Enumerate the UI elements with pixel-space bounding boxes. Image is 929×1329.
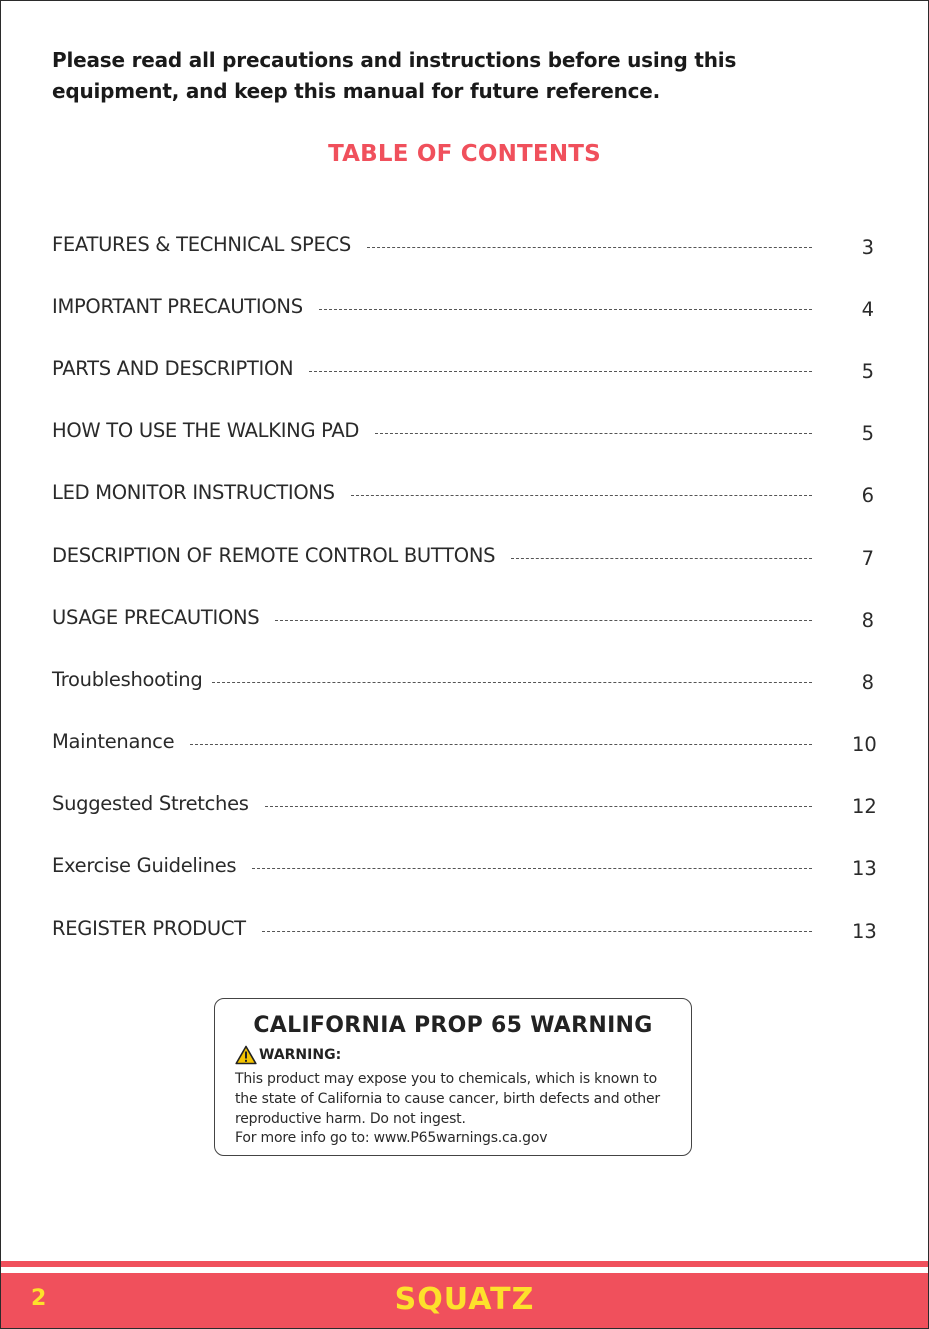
toc-entry-page: 7 — [861, 546, 874, 570]
toc-entry-page: 5 — [861, 359, 874, 383]
toc-entry-label: Suggested Stretches — [52, 792, 249, 816]
toc-entry-important-precautions[interactable] — [52, 275, 874, 337]
toc-entry-parts-description[interactable] — [52, 337, 874, 399]
toc-entry-page: 8 — [861, 670, 874, 694]
intro-text: Please read all precautions and instructions before using this equipment, and keep this manual for future reference. — [52, 48, 737, 103]
p65-website-link[interactable]: www.P65warnings.ca.gov — [373, 1130, 548, 1146]
toc-entry-page: 12 — [852, 795, 877, 819]
toc-entry-label: FEATURES & TECHNICAL SPECS — [52, 232, 351, 256]
toc-entry-label: Troubleshooting — [52, 667, 203, 691]
footer-bar — [1, 1273, 928, 1328]
toc-entry-maintenance[interactable] — [52, 711, 877, 773]
warning-label: WARNING: — [259, 1047, 342, 1063]
dot-leader — [375, 433, 812, 434]
more-info-prefix: For more info go to: — [235, 1130, 374, 1146]
dot-leader — [275, 620, 812, 621]
dot-leader — [351, 495, 812, 496]
toc-entry-label: HOW TO USE THE WALKING PAD — [52, 419, 360, 443]
dot-leader — [262, 931, 812, 932]
toc-entry-remote-control[interactable] — [52, 524, 874, 586]
toc-title: TABLE OF CONTENTS — [328, 141, 601, 167]
table-of-contents — [52, 213, 877, 959]
toc-entry-label: USAGE PRECAUTIONS — [52, 605, 260, 629]
toc-entry-register-product[interactable] — [52, 897, 877, 959]
dot-leader — [252, 868, 812, 869]
dot-leader — [265, 806, 812, 807]
toc-entry-page: 3 — [861, 235, 874, 259]
toc-entry-page: 8 — [861, 608, 874, 632]
toc-entry-label: DESCRIPTION OF REMOTE CONTROL BUTTONS — [52, 543, 496, 567]
more-info-line — [235, 1130, 547, 1146]
dot-leader — [190, 744, 812, 745]
dot-leader — [319, 309, 812, 310]
toc-entry-usage-precautions[interactable] — [52, 586, 874, 648]
toc-entry-troubleshooting[interactable] — [52, 648, 874, 710]
toc-entry-label: Exercise Guidelines — [52, 854, 237, 878]
warning-triangle-icon — [235, 1045, 257, 1065]
toc-entry-label: Maintenance — [52, 730, 175, 754]
toc-entry-suggested-stretches[interactable] — [52, 773, 877, 835]
toc-entry-led-monitor[interactable] — [52, 462, 874, 524]
toc-entry-exercise-guidelines[interactable] — [52, 835, 877, 897]
toc-entry-page: 5 — [861, 422, 874, 446]
toc-entry-page: 4 — [861, 297, 874, 321]
toc-entry-label: REGISTER PRODUCT — [52, 916, 246, 940]
toc-entry-label: PARTS AND DESCRIPTION — [52, 356, 294, 380]
toc-entry-how-to-use[interactable] — [52, 400, 874, 462]
brand-logo: SQUATZ — [394, 1282, 535, 1317]
toc-entry-label: IMPORTANT PRECAUTIONS — [52, 294, 303, 318]
warning-heading — [235, 1045, 341, 1065]
page-number: 2 — [31, 1286, 47, 1311]
dot-leader — [309, 371, 812, 372]
prop65-warning-box — [214, 998, 692, 1156]
dot-leader — [367, 247, 812, 248]
footer-stripe — [1, 1261, 928, 1267]
toc-entry-features-specs[interactable] — [52, 213, 874, 275]
toc-entry-label: LED MONITOR INSTRUCTIONS — [52, 481, 335, 505]
toc-entry-page: 13 — [852, 919, 877, 943]
dot-leader — [511, 558, 812, 559]
toc-entry-page: 13 — [852, 857, 877, 881]
toc-entry-page: 10 — [852, 733, 877, 757]
prop65-body-text: This product may expose you to chemicals, which is known to the state of California to cause cancer, birth defects and other reproductive harm. Do not ingest. — [235, 1071, 660, 1127]
toc-entry-page: 6 — [861, 484, 874, 508]
dot-leader — [212, 682, 812, 683]
prop65-title: CALIFORNIA PROP 65 WARNING — [253, 1013, 653, 1038]
